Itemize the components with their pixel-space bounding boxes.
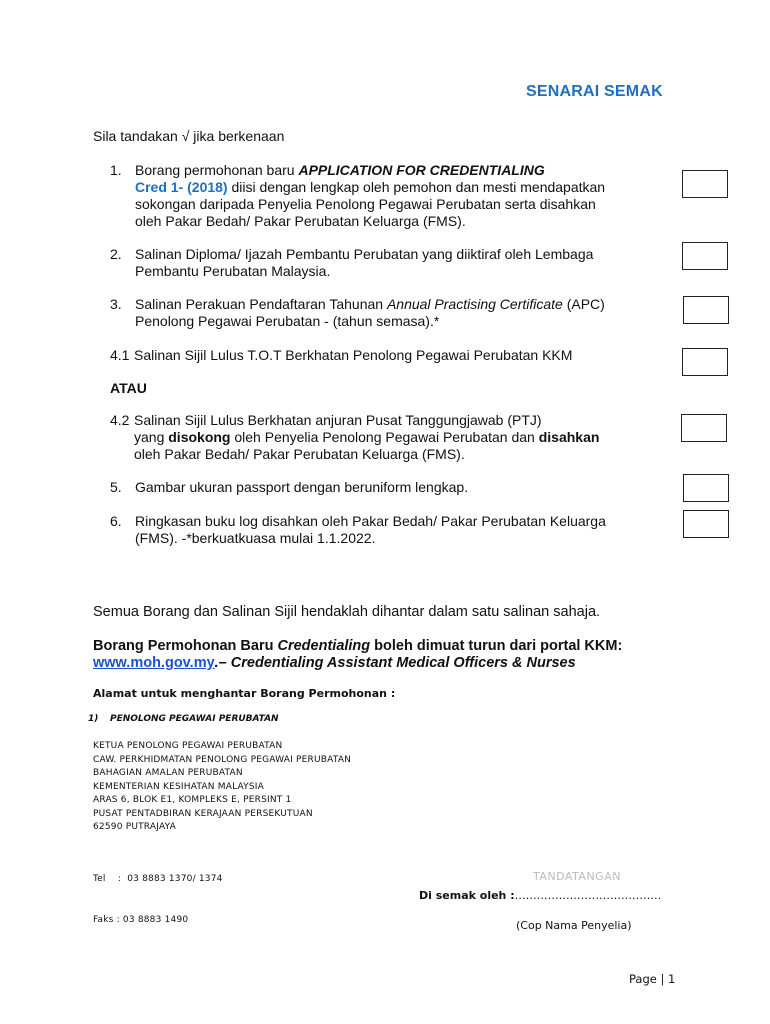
- checkbox-item-3[interactable]: [683, 296, 729, 324]
- address-subheading: [88, 714, 279, 724]
- item-text: Pembantu Perubatan Malaysia.: [135, 263, 331, 279]
- item-number: 4.2: [110, 412, 130, 428]
- address-heading: Alamat untuk menghantar Borang Permohonan :: [93, 687, 396, 700]
- item-text: Ringkasan buku log disahkan oleh Pakar Bedah/ Pakar Perubatan Keluarga: [135, 513, 606, 529]
- checked-by-line: [419, 889, 661, 902]
- item-form-code: Cred 1- (2018): [135, 179, 228, 195]
- note-text-italic: Credentialing: [277, 638, 371, 654]
- item-number: 3.: [110, 296, 122, 312]
- item-text: (FMS). -*berkuatkuasa mulai 1.1.2022.: [135, 530, 376, 546]
- checkbox-item-6[interactable]: [683, 510, 729, 538]
- submission-note: Semua Borang dan Salinan Sijil hendaklah dihantar dalam satu salinan sahaja.: [93, 604, 601, 620]
- item-form-title: APPLICATION FOR CREDENTIALING: [298, 162, 545, 178]
- download-note: [93, 638, 622, 672]
- portal-link[interactable]: www.moh.gov.my: [93, 655, 215, 671]
- item-text: yang: [134, 429, 169, 445]
- checkbox-item-5[interactable]: [683, 474, 729, 502]
- address-subheading-number: 1): [88, 714, 99, 724]
- address-line: ARAS 6, BLOK E1, KOMPLEKS E, PERSINT 1: [93, 795, 292, 805]
- telephone: Tel : 03 8883 1370/ 1374: [93, 874, 223, 884]
- address-line: PUSAT PENTADBIRAN KERAJAAN PERSEKUTUAN: [93, 808, 313, 819]
- note-text: boleh dimuat turun dari portal KKM:: [370, 638, 623, 654]
- address-line: KETUA PENOLONG PEGAWAI PERUBATAN: [93, 741, 283, 751]
- item-text: Salinan Diploma/ Ijazah Pembantu Perubatan yang diiktiraf oleh Lembaga: [135, 246, 594, 262]
- checkbox-item-4-1[interactable]: [682, 348, 728, 376]
- instruction-text: Sila tandakan √ jika berkenaan: [93, 128, 285, 144]
- item-text: Gambar ukuran passport dengan beruniform lengkap.: [135, 479, 469, 495]
- page-title: SENARAI SEMAK: [526, 83, 663, 100]
- item-text-bold: disahkan: [538, 429, 600, 445]
- address-line: BAHAGIAN AMALAN PERUBATAN: [93, 768, 243, 778]
- page-number: Page | 1: [629, 972, 676, 986]
- or-separator: ATAU: [110, 380, 147, 396]
- checkbox-item-4-2[interactable]: [681, 414, 727, 442]
- item-number: 4.1: [110, 347, 130, 363]
- item-text: oleh Penyelia Penolong Pegawai Perubatan dan: [230, 429, 539, 445]
- fax: Faks : 03 8883 1490: [93, 914, 189, 925]
- item-text-bold: disokong: [168, 429, 231, 445]
- note-text: Borang Permohonan Baru: [93, 638, 278, 654]
- address-subheading-text: PENOLONG PEGAWAI PERUBATAN: [110, 714, 279, 724]
- checkbox-item-2[interactable]: [682, 242, 728, 270]
- checkbox-item-1[interactable]: [682, 170, 728, 198]
- item-text: sokongan daripada Penyelia Penolong Pegawai Perubatan serta disahkan: [135, 196, 596, 212]
- item-text: oleh Pakar Bedah/ Pakar Perubatan Keluarga (FMS).: [135, 213, 466, 229]
- address-line: KEMENTERIAN KESIHATAN MALAYSIA: [93, 781, 264, 792]
- signature-label: TANDATANGAN: [533, 870, 621, 883]
- address-line: CAW. PERKHIDMATAN PENOLONG PEGAWAI PERUBATAN: [93, 754, 352, 765]
- address-line: 62590 PUTRAJAYA: [93, 822, 176, 832]
- item-text: Penolong Pegawai Perubatan - (tahun semasa).*: [135, 313, 440, 329]
- note-text-italic: .– Credentialing Assistant Medical Officers & Nurses: [214, 655, 576, 671]
- item-text: Salinan Perakuan Pendaftaran Tahunan: [135, 296, 387, 312]
- checked-by-label: Di semak oleh :: [419, 889, 515, 902]
- item-text: Borang permohonan baru: [135, 162, 299, 178]
- signature-dots: ………………………………….: [514, 889, 662, 902]
- item-number: 2.: [110, 246, 122, 262]
- item-text: Salinan Sijil Lulus Berkhatan anjuran Pusat Tanggungjawab (PTJ): [134, 412, 542, 428]
- mailing-address: [93, 740, 351, 835]
- item-number: 5.: [110, 479, 122, 495]
- item-text: (APC): [562, 296, 605, 312]
- item-text: oleh Pakar Bedah/ Pakar Perubatan Keluarga (FMS).: [134, 446, 465, 462]
- contact-numbers: [93, 846, 223, 941]
- item-text-italic: Annual Practising Certificate: [386, 296, 563, 312]
- item-number: 6.: [110, 513, 122, 529]
- item-text: diisi dengan lengkap oleh pemohon dan mesti mendapatkan: [227, 179, 606, 195]
- supervisor-stamp-label: (Cop Nama Penyelia): [516, 919, 632, 932]
- item-number: 1.: [110, 162, 122, 178]
- item-text: Salinan Sijil Lulus T.O.T Berkhatan Penolong Pegawai Perubatan KKM: [134, 347, 573, 363]
